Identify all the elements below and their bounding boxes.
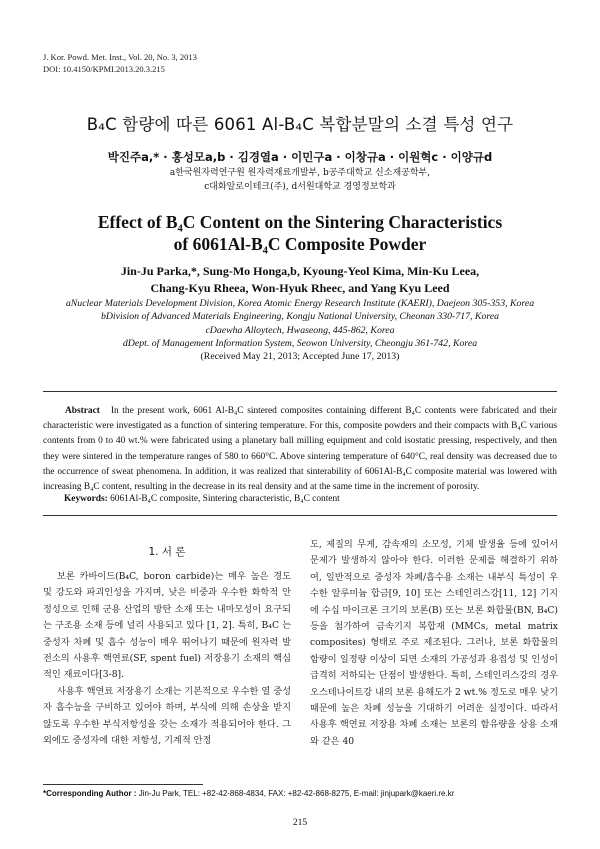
paragraph: 사용후 핵연료 저장용기 소재는 기본적으로 우수한 열 중성자 흡수능을 구비하고 있어야 하며, 부식에 의해 손상을 받지 않도록 우수한 부식저항성을 갖는 소재가 적용되어야 한다. 그 외에도 중성자에 대한 저항성, 기계적 안정 xyxy=(43,685,291,747)
korean-affiliation-line: c대화알로이테크(주), d서원대학교 경영정보학과 xyxy=(204,182,396,192)
journal-citation: J. Kor. Powd. Met. Inst., Vol. 20, No. 3, 2013 xyxy=(43,52,197,62)
keywords-label: Keywords: xyxy=(64,494,108,504)
affiliation-a: aNuclear Materials Development Division, Korea Atomic Energy Research Institute (KAERI), Daejeon 305-353, Korea xyxy=(65,298,535,309)
section-heading: 1. 서 론 xyxy=(148,546,186,558)
affiliation-c: cDaewha Alloytech, Hwaseong, 445-862, Korea xyxy=(205,324,395,336)
footnote-text: Jin-Ju Park, TEL: +82-42-868-4834, FAX: +82-42-868-8275, E-mail: jinjupark@kaeri.re.kr xyxy=(136,789,455,798)
abstract-label: Abstract xyxy=(65,406,100,416)
right-column xyxy=(310,537,558,750)
keywords-text: 6061Al-B₄C composite, Sintering characteristic, B₄C content xyxy=(110,494,340,504)
bottom-divider xyxy=(43,515,557,516)
doi: DOI: 10.4150/KPMI.2013.20.3.215 xyxy=(43,64,165,74)
received-dates: (Received May 21, 2013; Accepted June 17, 2013) xyxy=(200,351,400,363)
paragraph: 보론 카바이드(B₄C, boron carbide)는 매우 높은 경도 및 강도와 파괴인성을 가지며, 낮은 비중과 우수한 화학적 안정성으로 인해 군용 산업의 방탄 소재 또는 내마모성이 요구되는 구조용 소재 등에 널리 사용되고 있다 [1, 2]. 특히, B₄C 는 중성자 차폐 및 흡수 성능이 매우 뛰어나기 때문에 원자력 발전소의 사용후 핵연료(SF, spent fuel) 저장용기 소재의 핵심적인 재료이다[3-8]. xyxy=(43,571,291,681)
affiliation-b: bDivision of Advanced Materials Engineering, Kongju National University, Cheonan 330-717, Korea xyxy=(100,311,500,323)
english-affiliations xyxy=(0,297,600,363)
abstract xyxy=(43,404,557,495)
english-title-line: of 6061Al-B₄C Composite Powder xyxy=(173,234,427,254)
korean-affiliation-line: a한국원자력연구원 원자력재료개발부, b공주대학교 신소재공학부, xyxy=(169,168,431,178)
english-authors xyxy=(0,263,600,297)
english-title-line: Effect of B₄C Content on the Sintering Characteristics xyxy=(97,212,503,232)
footnote-label: *Corresponding Author : xyxy=(43,789,137,798)
footnote xyxy=(43,789,454,798)
footnote-rule xyxy=(43,784,203,785)
korean-authors-text: 박진주a,* · 홍성모a,b · 김경열a · 이민구a · 이창규a · 이원혁c · 이양규d xyxy=(107,150,493,164)
keywords xyxy=(64,494,340,504)
english-authors-line: Jin-Ju Parka,*, Sung-Mo Honga,b, Kyoung-Yeol Kima, Min-Ku Leea, xyxy=(120,264,480,278)
left-column xyxy=(43,569,291,749)
korean-title: B₄C 함량에 따른 6061 Al-B₄C 복합분말의 소결 특성 연구 xyxy=(86,115,514,134)
english-title xyxy=(0,211,600,255)
journal-header xyxy=(43,51,197,75)
affiliation-d: dDept. of Management Information System, Seowon University, Cheongju 361-742, Korea xyxy=(122,337,478,349)
top-divider xyxy=(43,391,557,392)
paragraph: 도, 제질의 무게, 감속재의 소모성, 기체 발생율 등에 있어서 문제가 발생하지 않아야 한다. 이러한 문제를 해결하기 위하여, 일반적으로 중성자 차폐/흡수용 소재는 내부식 특성이 우수한 알루미늄 합금[9, 10] 또는 스테인리스강[11, 12] 기지에 수십 마이크론 크기의 보론(B) 또는 보론 화합물(BN, B₄C)등을 첨가하여 금속기지 복합재 (MMCs, metal matrix composites) 형태로 주로 제조된다. 그러나, 보론 화합물의 함량이 일정량 이상이 되면 소재의 가공성과 용접성 및 인성이 급격히 저하되는 단점이 발생한다. 특히, 스테인리스강의 경우 오스테나이트강 내의 보론 용해도가 2 wt.% 정도로 매우 낮기 때문에 높은 차폐 성능을 기대하기 어려운 실정이다. 따라서 사용후 핵연료 저장용 차폐 소재는 보론의 함유량을 상용 소재와 같은 40 xyxy=(310,539,558,747)
korean-authors xyxy=(0,149,600,165)
korean-affiliations xyxy=(0,166,600,194)
page-number: 215 xyxy=(292,818,308,828)
abstract-text: In the present work, 6061 Al-B₄C sintered composites containing different B₄C contents were fabricated and their characteristic were investigated as a function of sintering temperature. For this, composite powders and their compacts with B₄C various contents from 0 to 40 wt.% were fabricated using a planetary ball milling equipment and cold isostatic pressing, respectively, and then they were sintered in the temperature ranges of 580 to 660°C. Above sintering temperature of 640°C, real density was decreased due to the occurrence of sweat phenomena. In addition, it was realized that sinterability of 6061Al-B₄C composite material was lowered with increasing B₄C content, resulting in the decrease in its real density and at the same time in the increment of porosity. xyxy=(43,406,558,493)
english-authors-line: Chang-Kyu Rheea, Won-Hyuk Rheec, and Yang Kyu Leed xyxy=(150,281,450,295)
